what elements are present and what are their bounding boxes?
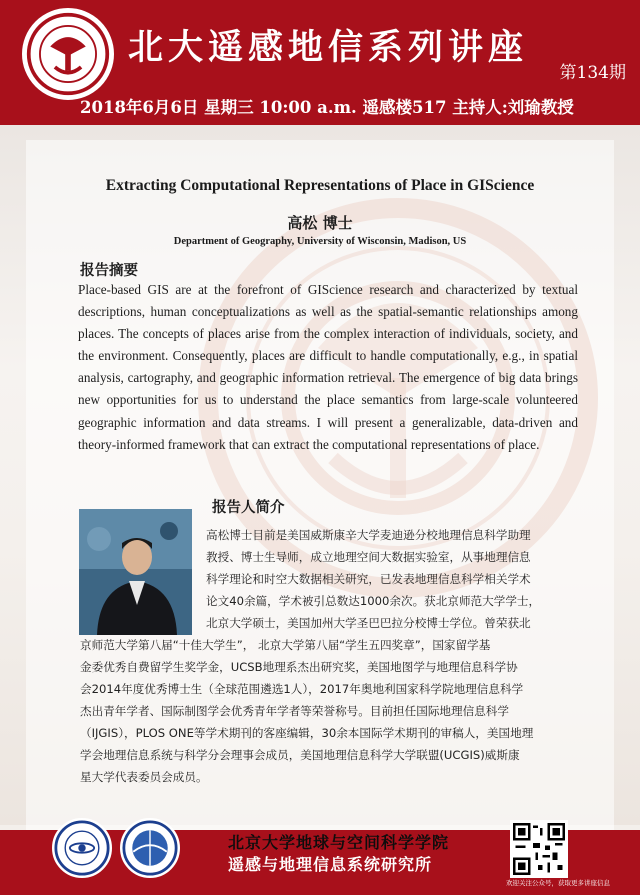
institute-emblem bbox=[120, 818, 180, 878]
bio-line: 杰出青年学者、国际制图学会优秀青年学者等荣誉称号。目前担任国际地理信息科学 bbox=[80, 704, 509, 718]
bio-line: 科学理论和时空大数据相关研究，已发表地理信息科学相关学术 bbox=[206, 572, 531, 586]
bio-line: 会2014年度优秀博士生（全球范围遴选1人），2017年奥地利国家科学院地理信息科学 bbox=[80, 682, 524, 696]
school-emblem bbox=[52, 818, 112, 878]
bio-line: 北京大学硕士，美国加州大学圣巴巴拉分校博士学位。曾荣获北 bbox=[206, 616, 531, 630]
bio-line: 论文40余篇，学术被引总数达1000余次。获北京师范大学学士， bbox=[206, 594, 541, 608]
qr-code bbox=[510, 820, 568, 878]
header-banner bbox=[0, 0, 640, 125]
speaker-affiliation: Department of Geography, University of Wisconsin, Madison, US bbox=[173, 236, 467, 247]
series-title: 北大遥感地信系列讲座 bbox=[128, 27, 529, 68]
peking-university-logo bbox=[22, 8, 114, 100]
speaker-photo bbox=[79, 509, 192, 635]
bio-line: （IJGIS），PLOS ONE等学术期刊的客座编辑，30余本国际学术期刊的审稿人，美国地理 bbox=[80, 726, 534, 740]
qr-caption: 欢迎关注公众号，获取更多讲座信息 bbox=[506, 879, 610, 887]
school-name: 北京大学地球与空间科学学院 bbox=[228, 833, 450, 852]
bio-line: 学会地理信息系统与科学分会理事会成员，美国地理信息科学大学联盟(UCGIS)威斯康 bbox=[80, 748, 520, 762]
speaker-name: 高松 博士 bbox=[287, 214, 353, 232]
bio-line: 京师范大学第八届“十佳大学生”， 北京大学第八届“学生五四奖章”，国家留学基 bbox=[80, 638, 491, 652]
bio-line: 星大学代表委员会成员。 bbox=[80, 770, 208, 784]
abstract-text: Place-based GIS are at the forefront of GIScience research and characterized by textual descriptions, human conceptualizations as well as the spatial-semantic relationships among places. The concepts of places arise from the complex interaction of individuals, society, and the environment. Consequently, places are difficult to handle computationally, e.g., in spatial analysis, cartography, and geographic information retrieval. The emergence of big data brings new opportunities for us to understand the place semantics from large-scale volunteered geographic information and data streams. I will present a generalizable, data-driven and theory-informed framework that can extract the computational representations of place. bbox=[78, 282, 578, 452]
date-venue-host: 2018年6月6日 星期三 10:00 a.m. 遥感楼517 主持人:刘瑜教授 bbox=[80, 98, 574, 117]
bio-line: 金委优秀自费留学生奖学金，UCSB地理系杰出研究奖，美国地图学与地理信息科学协 bbox=[80, 660, 518, 674]
abstract-heading: 报告摘要 bbox=[80, 263, 138, 279]
talk-title: Extracting Computational Representations of Place in GIScience bbox=[105, 177, 535, 194]
issue-number: 第134期 bbox=[559, 63, 626, 83]
bio-line: 教授、博士生导师，成立地理空间大数据实验室，从事地理信息 bbox=[206, 550, 531, 564]
bio-heading: 报告人简介 bbox=[212, 500, 285, 516]
bio-line: 高松博士目前是美国威斯康辛大学麦迪逊分校地理信息科学助理 bbox=[206, 528, 531, 542]
institute-name: 遥感与地理信息系统研究所 bbox=[228, 855, 433, 874]
